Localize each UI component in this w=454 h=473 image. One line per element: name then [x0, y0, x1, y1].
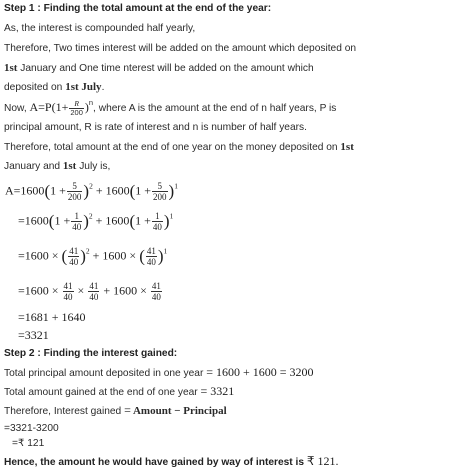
conclusion: Hence, the amount he would have gained by way of interest is ₹ 121. — [4, 454, 339, 468]
compound-formula: A=P(1+ — [29, 100, 69, 115]
step1-line7: Therefore, total amount at the end of one year on the money deposited on 1st — [4, 141, 354, 153]
calc-row-4: =1600 × $\frac{41}{40}$ × $\frac{41}{40}$ + 1600 × $\frac{41}{40}$ — [18, 281, 161, 302]
calc-row-6: =3321 — [18, 328, 49, 342]
step2-heading: Step 2 : Finding the interest gained: — [4, 348, 178, 359]
step2-line1: Total principal amount deposited in one year = 1600 + 1600 = 3200 — [4, 365, 314, 379]
formula-fraction: $\frac{R}{200}$ — [70, 99, 83, 117]
step1-line8: January and 1st July is, — [4, 160, 111, 172]
calc-row-5: =1681 + 1640 — [18, 310, 86, 324]
step2-line3: Therefore, Interest gained = Amount − Principal — [4, 403, 227, 417]
step1-formula-line: Now, A=P(1+ $\frac{R}{200}$ )$^n$, where A is the amount at the end of n half years, P is — [4, 98, 337, 117]
step1-line2: Therefore, Two times interest will be added on the amount which deposited on — [4, 43, 357, 54]
step1-line3: 1st January and One time nterest will be added on the amount which — [4, 62, 314, 74]
step1-line4: deposited on 1st July. — [4, 81, 105, 93]
step1-line1: As, the interest is compounded half yearly, — [4, 23, 196, 34]
step1-line6: principal amount, R is rate of interest and n is number of half years. — [4, 122, 307, 133]
calc-row-3: =1600 × ( $\frac{41}{40}$ )$^2$ + 1600 × ( $\frac{41}{40}$ )$^1$ — [18, 246, 168, 267]
date-1st: 1st — [4, 62, 18, 74]
calc-row-2: =1600(1 + $\frac{1}{40}$ )$^2$ + 1600(1 + $\frac{1}{40}$ )$^1$ — [18, 211, 174, 232]
step1-heading: Step 1 : Finding the total amount at the end of the year: — [4, 3, 272, 14]
calc-row-1: A=1600(1 + $\frac{5}{200}$ )$^2$ + 1600(1 + $\frac{5}{200}$ )$^1$ — [5, 181, 178, 202]
step2-line4: =3321-3200 — [4, 423, 59, 434]
step2-line5: =₹ 121 — [12, 438, 45, 449]
step2-line2: Total amount gained at the end of one year = 3321 — [4, 384, 235, 398]
